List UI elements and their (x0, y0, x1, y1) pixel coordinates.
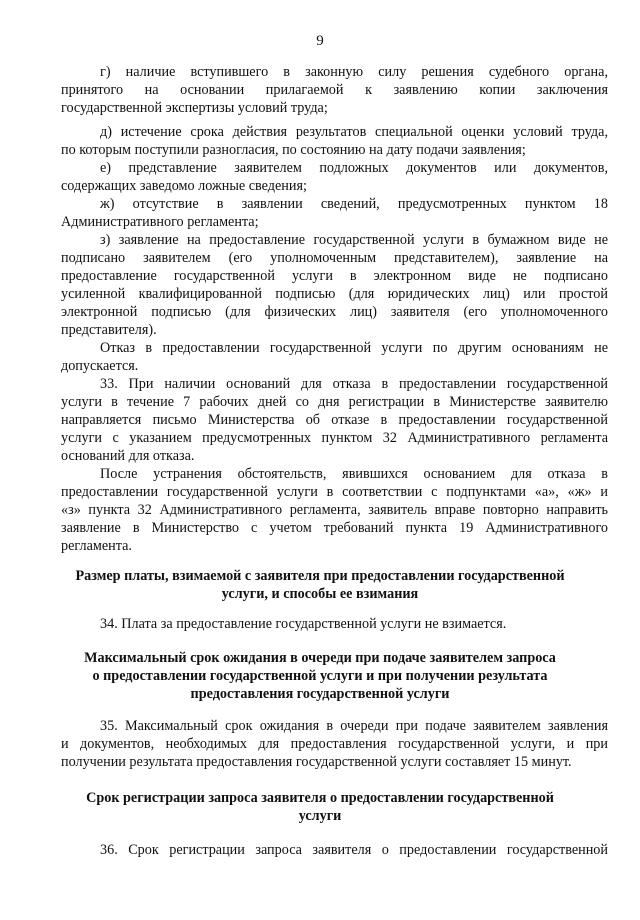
text-line: государственной экспертизы условий труда; (61, 100, 328, 116)
text-line: услуги с указанием предусмотренных пунктом 32 Административного регламента (61, 430, 608, 446)
text-line: принятого на основании прилагаемой к заявлению копии заключения (61, 82, 608, 98)
text-line: з) заявление на предоставление государственной услуги в бумажном виде не (100, 232, 608, 248)
text-line: ж) отсутствие в заявлении сведений, предусмотренных пунктом 18 (100, 196, 608, 212)
section-heading: о предоставлении государственной услуги и при получении результата (92, 668, 548, 684)
text-line: д) истечение срока действия результатов специальной оценки условий труда, (100, 124, 608, 140)
text-line: услуги в течение 7 рабочих дней со дня регистрации в Министерстве заявителю (61, 394, 608, 410)
text-line: подписано заявителем (его уполномоченным представителем), заявление на (61, 250, 608, 266)
section-heading: предоставления государственной услуги (190, 686, 450, 702)
section-heading: услуги (298, 808, 342, 824)
text-line: оснований для отказа. (61, 448, 195, 464)
text-line: 35. Максимальный срок ожидания в очереди при подаче заявителем заявления (100, 718, 608, 734)
text-line: 36. Срок регистрации запроса заявителя о предоставлении государственной (100, 842, 608, 858)
section-heading: услуги, и способы ее взимания (221, 586, 419, 602)
text-line: г) наличие вступившего в законную силу решения судебного органа, (100, 64, 608, 80)
text-line: представителя). (61, 322, 157, 338)
text-line: Административного регламента; (61, 214, 259, 230)
text-line: получении результата предоставления государственной услуги составляет 15 минут. (61, 754, 572, 770)
section-heading: Размер платы, взимаемой с заявителя при предоставлении государственной (75, 568, 565, 584)
text-line: е) представление заявителем подложных документов или документов, (100, 160, 608, 176)
text-line: электронной подписью (для физических лиц) заявителя (его уполномоченного (61, 304, 608, 320)
text-line: После устранения обстоятельств, явившихся основанием для отказа в (100, 466, 608, 482)
text-line: 34. Плата за предоставление государственной услуги не взимается. (100, 616, 507, 632)
text-line: «з» пункта 32 Административного регламента, заявитель вправе повторно направить (61, 502, 608, 518)
text-line: регламента. (61, 538, 132, 554)
page-number: 9 (316, 33, 324, 49)
text-line: содержащих заведомо ложные сведения; (61, 178, 307, 194)
text-line: заявление в Министерство с учетом требований пункта 19 Административного (61, 520, 608, 536)
text-line: усиленной квалифицированной подписью (для юридических лиц) или простой (61, 286, 608, 302)
text-line: предоставлении государственной услуги в соответствии с подпунктами «а», «ж» и (61, 484, 608, 500)
section-heading: Максимальный срок ожидания в очереди при подаче заявителем запроса (84, 650, 556, 666)
text-line: предоставление государственной услуги в электронном виде не подписано (61, 268, 608, 284)
section-heading: Срок регистрации запроса заявителя о предоставлении государственной (86, 790, 554, 806)
text-line: и документов, необходимых для предоставления государственной услуги, и при (61, 736, 608, 752)
text-line: 33. При наличии оснований для отказа в предоставлении государственной (100, 376, 608, 392)
text-line: допускается. (61, 358, 139, 374)
text-line: по которым поступили разногласия, по состоянию на дату подачи заявления; (61, 142, 526, 158)
text-line: направляется письмо Министерства об отказе в предоставлении государственной (61, 412, 608, 428)
text-line: Отказ в предоставлении государственной услуги по другим основаниям не (100, 340, 608, 356)
